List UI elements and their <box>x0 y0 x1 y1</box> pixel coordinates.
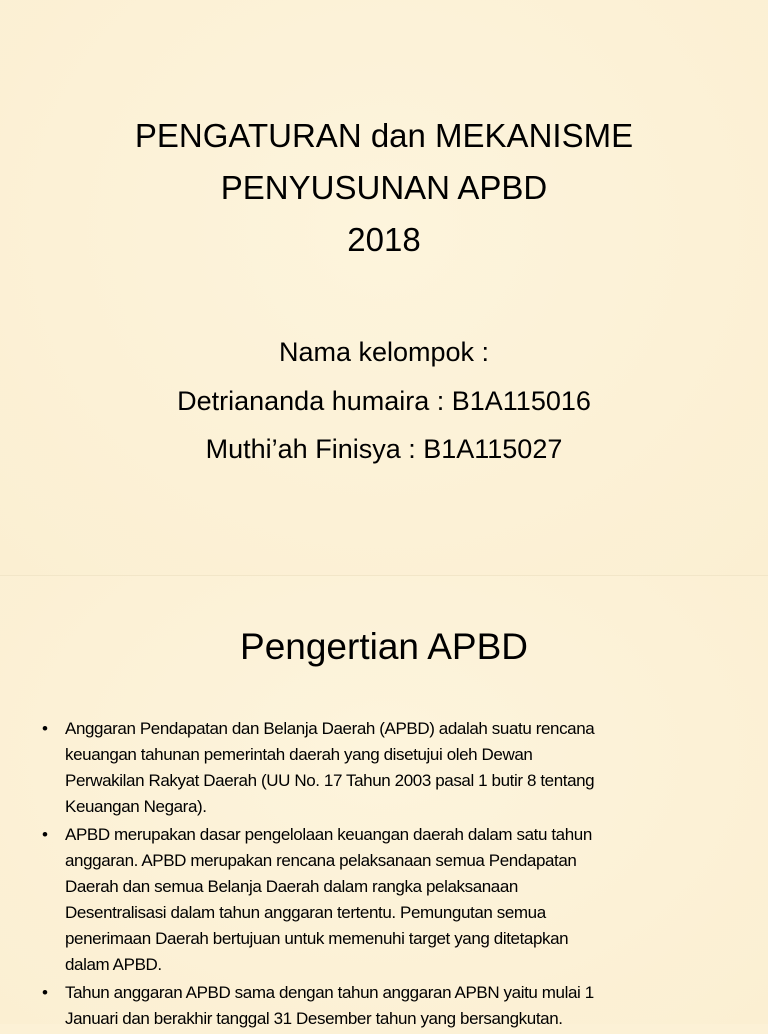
bullet-text: Desentralisasi dalam tahun anggaran tertentu. Pemungutan semua <box>65 903 546 922</box>
bullet-text: APBD merupakan dasar pengelolaan keuangan daerah dalam satu tahun <box>65 825 592 844</box>
bullet-icon: • <box>42 825 48 844</box>
bullet-item <box>42 980 742 1032</box>
bullet-text: Tahun anggaran APBD sama dengan tahun anggaran APBN yaitu mulai 1 <box>65 983 594 1002</box>
member-2: Muthi’ah Finisya : B1A115027 <box>205 434 563 464</box>
slide-title <box>0 110 768 266</box>
bullet-text: anggaran. APBD merupakan rencana pelaksanaan semua Pendapatan <box>65 851 577 870</box>
bullet-text: keuangan tahunan pemerintah daerah yang disetujui oleh Dewan <box>65 745 533 764</box>
bullet-item <box>42 822 742 978</box>
bullet-text: penerimaan Daerah bertujuan untuk memenuhi target yang ditetapkan <box>65 929 569 948</box>
member-1: Detriananda humaira : B1A115016 <box>177 385 591 416</box>
bullet-text: Keuangan Negara). <box>65 797 207 816</box>
bullet-icon: • <box>42 719 48 738</box>
bullet-item <box>42 716 742 820</box>
bullet-text: Anggaran Pendapatan dan Belanja Daerah (APBD) adalah suatu rencana <box>65 719 595 738</box>
bullet-text: Perwakilan Rakyat Daerah (UU No. 17 Tahun 2003 pasal 1 butir 8 tentang <box>65 771 595 790</box>
group-label: Nama kelompok : <box>278 337 490 367</box>
bullet-list <box>42 716 742 1034</box>
slide-2 <box>0 576 768 1028</box>
bullet-text: Januari dan berakhir tanggal 31 Desember tahun yang bersangkutan. <box>65 1009 563 1028</box>
bullet-icon: • <box>42 983 48 1002</box>
bullet-text: dalam APBD. <box>65 955 162 974</box>
slide-heading: Pengertian APBD <box>240 626 528 667</box>
title-line: PENGATURAN dan MEKANISME <box>134 117 634 154</box>
group-members <box>0 328 768 474</box>
title-line: 2018 <box>347 221 421 258</box>
bullet-text: Daerah dan semua Belanja Daerah dalam rangka pelaksanaan <box>65 877 518 896</box>
title-line: PENYUSUNAN APBD <box>220 169 548 206</box>
